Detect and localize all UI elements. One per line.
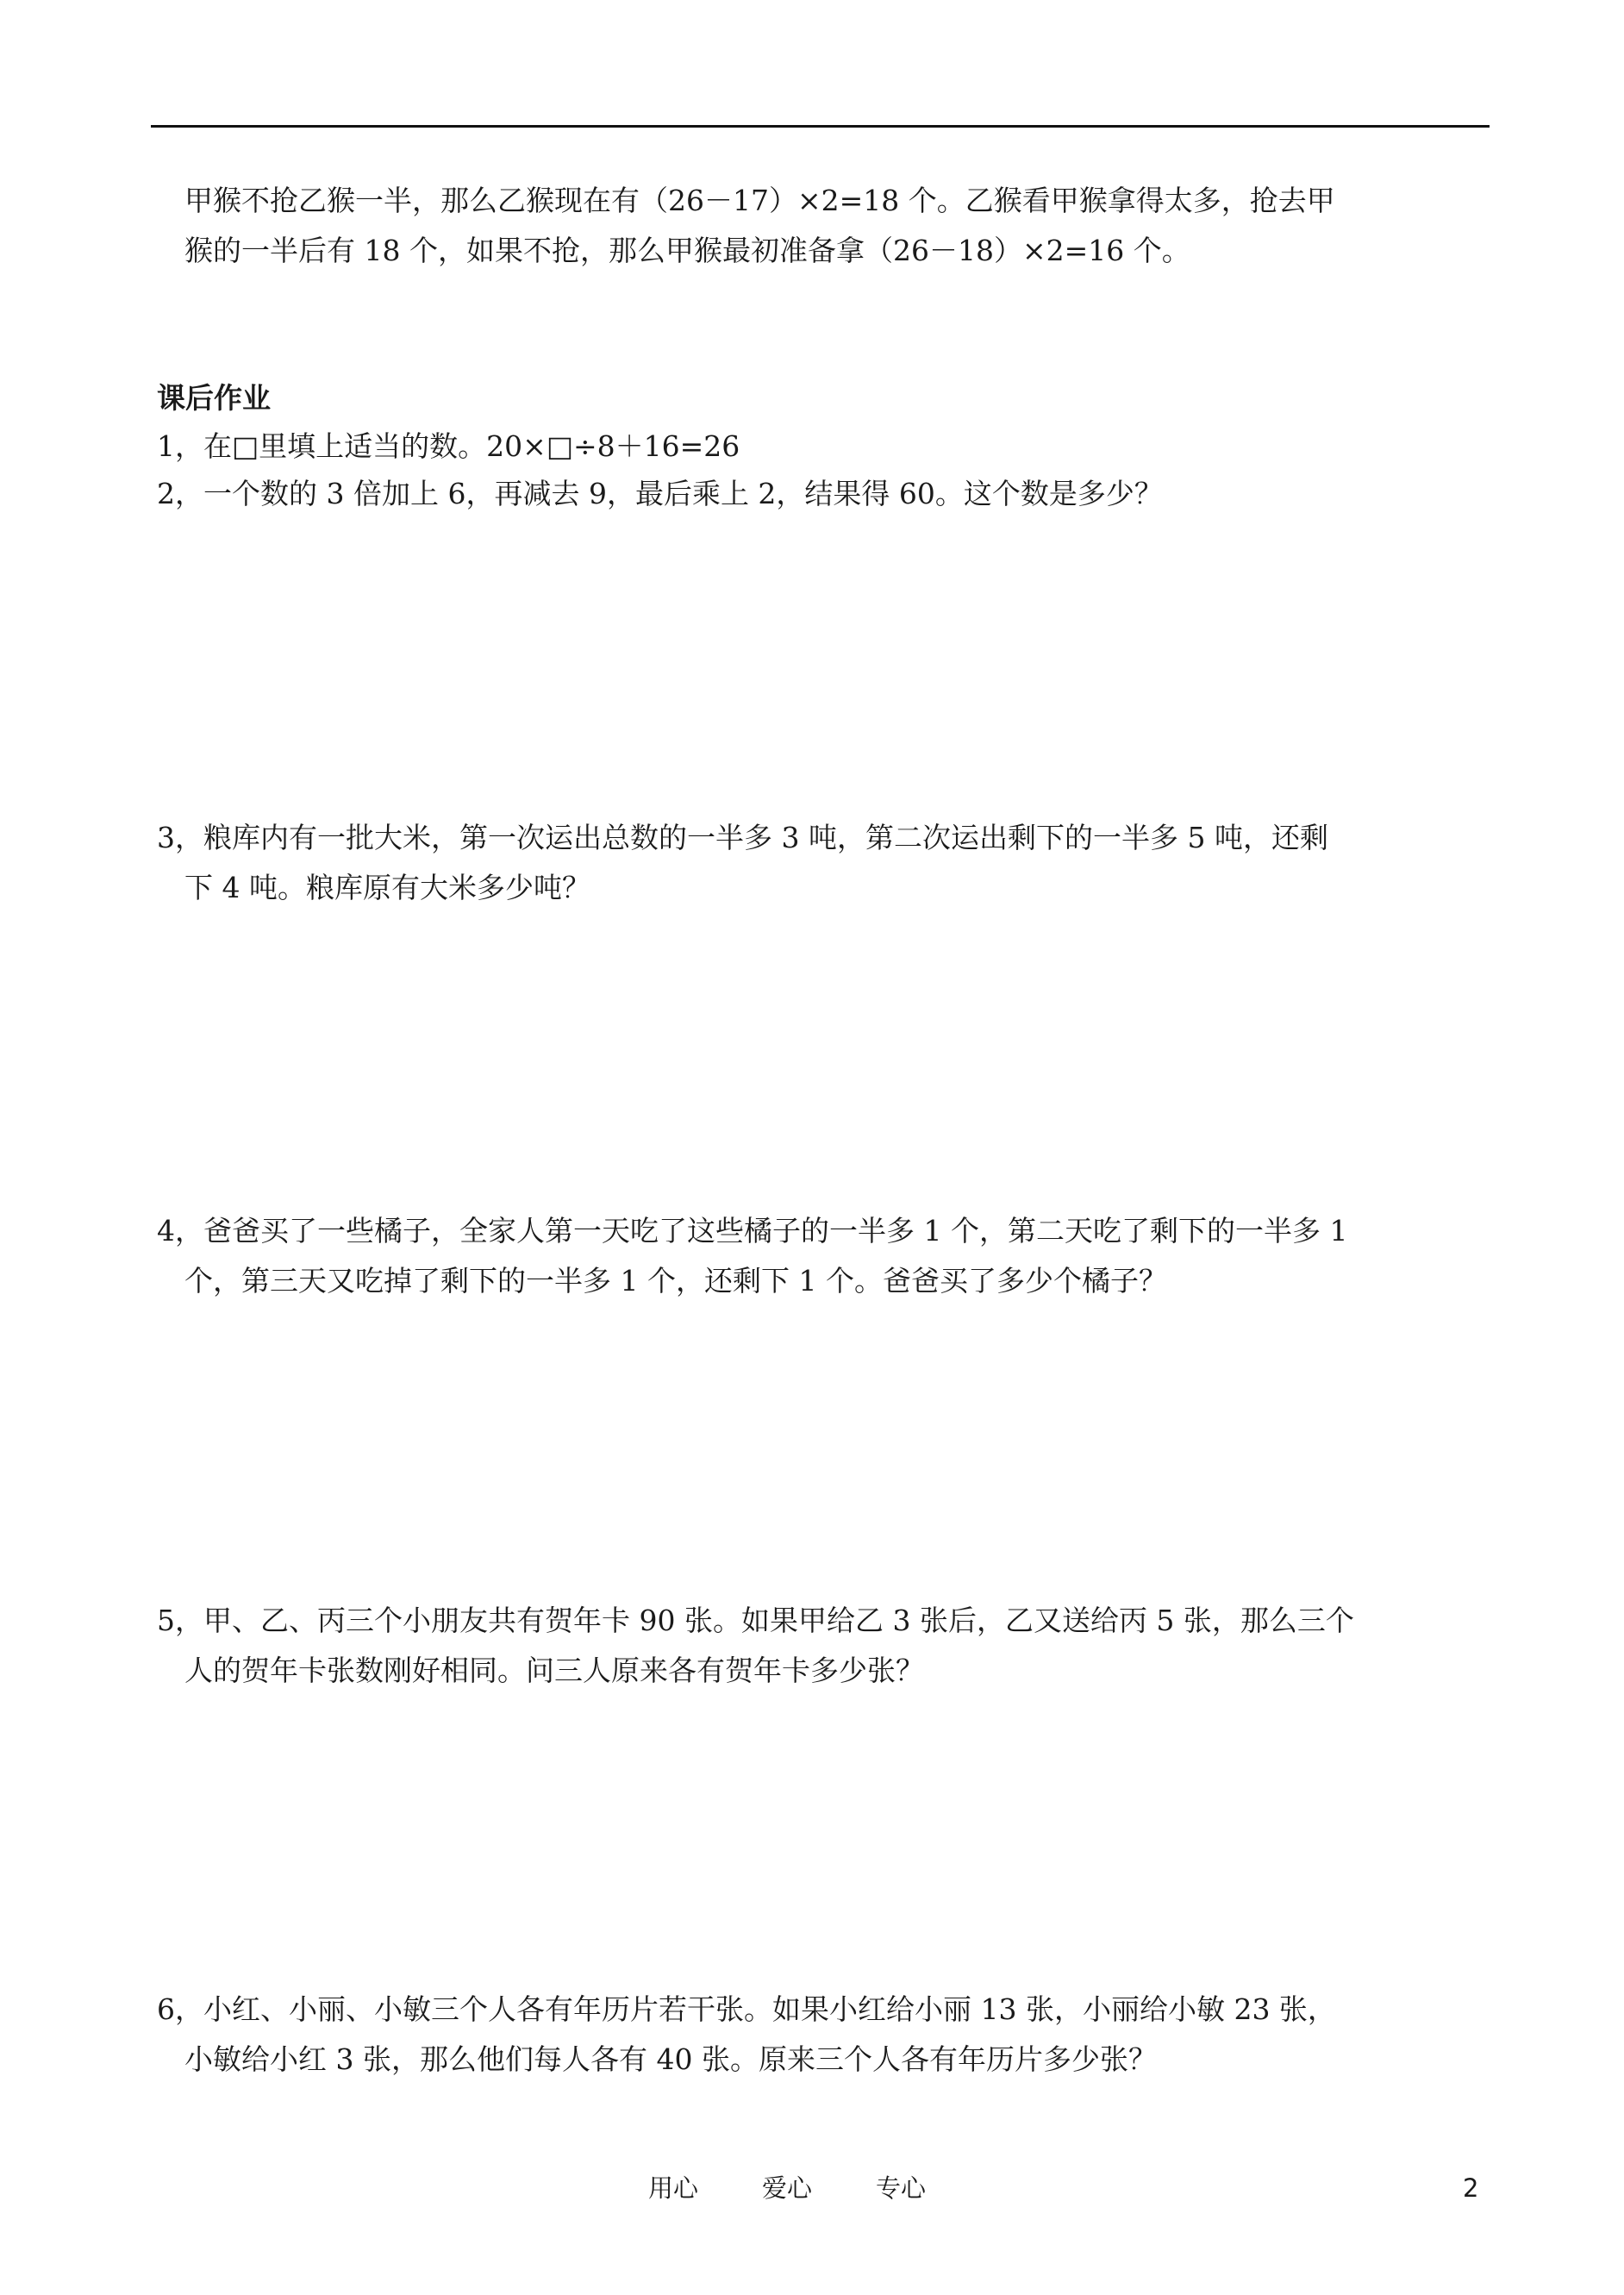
question-6-line-2: 小敏给小红 3 张，那么他们每人各有 40 张。原来三个人各有年历片多少张？: [184, 2042, 1157, 2076]
question-6: [157, 1985, 1490, 2085]
question-1-line-1: 1，在□里填上适当的数。20×□÷8＋16=26: [157, 429, 740, 463]
intro-line-1: 甲猴不抢乙猴一半，那么乙猴现在有（26－17）×2=18 个。乙猴看甲猴拿得太多，抢去甲: [184, 184, 1335, 217]
question-4-line-1: 4，爸爸买了一些橘子，全家人第一天吃了这些橘子的一半多 1 个，第二天吃了剩下的一半多 1: [157, 1214, 1348, 1248]
question-3-line-2: 下 4 吨。粮库原有大米多少吨？: [184, 871, 590, 904]
intro-line-2: 猴的一半后有 18 个，如果不抢，那么甲猴最初准备拿（26－18）×2=16 个。: [184, 234, 1190, 267]
question-6-line-1: 6，小红、小丽、小敏三个人各有年历片若干张。如果小红给小丽 13 张，小丽给小敏 23 张，: [157, 1992, 1336, 2026]
question-2-line-1: 2，一个数的 3 倍加上 6，再减去 9，最后乘上 2，结果得 60。这个数是多少？: [157, 477, 1163, 510]
question-5: [157, 1596, 1490, 1696]
section-title: 课后作业: [157, 381, 271, 415]
question-5-line-1: 5，甲、乙、丙三个小朋友共有贺年卡 90 张。如果甲给乙 3 张后，乙又送给丙 5 张，那么三个: [157, 1604, 1354, 1637]
page-number: 2: [1463, 2173, 1479, 2203]
question-5-line-2: 人的贺年卡张数刚好相同。问三人原来各有贺年卡多少张？: [184, 1654, 924, 1687]
footer-word-3: 专心: [876, 2173, 927, 2203]
question-4: [157, 1206, 1490, 1306]
question-4-line-2: 个，第三天又吃掉了剩下的一半多 1 个，还剩下 1 个。爸爸买了多少个橘子？: [184, 1264, 1167, 1298]
question-3-line-1: 3，粮库内有一批大米，第一次运出总数的一半多 3 吨，第二次运出剩下的一半多 5 吨，还剩: [157, 821, 1328, 854]
question-2: [157, 469, 1490, 519]
header-rule: [151, 125, 1490, 128]
footer-word-2: 爱心: [762, 2173, 813, 2203]
intro-paragraph: [157, 176, 1490, 276]
question-3: [157, 813, 1490, 913]
footer-word-1: 用心: [648, 2173, 699, 2203]
question-1: [157, 422, 1490, 472]
